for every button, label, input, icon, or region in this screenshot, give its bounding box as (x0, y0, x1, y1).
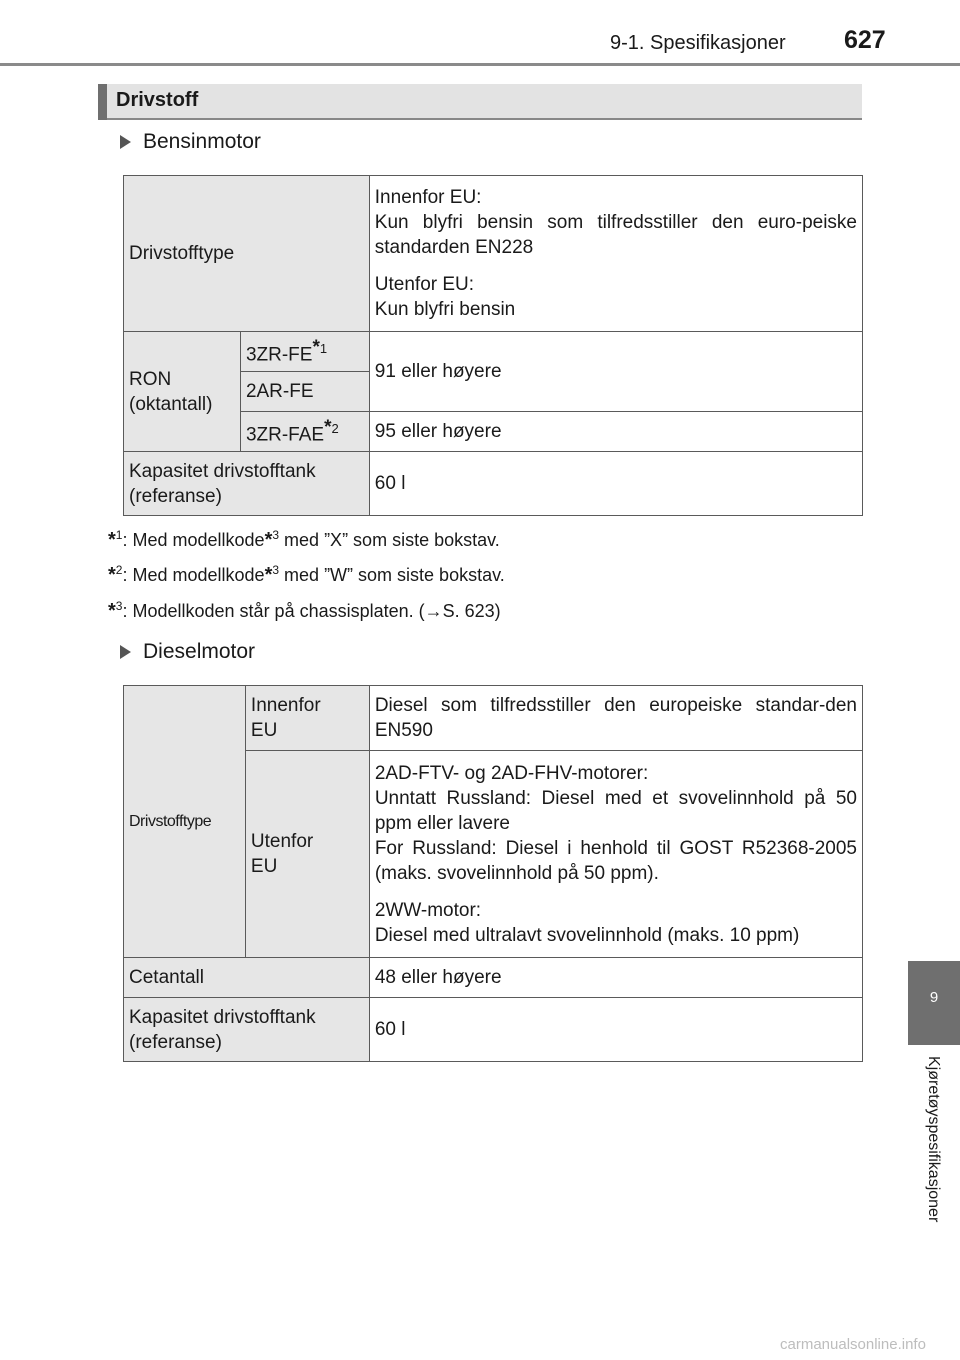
footnote-text: med ”W” som siste bokstav. (279, 565, 505, 585)
engine-2ar-fe-cell: 2AR-FE (240, 372, 369, 412)
fuel-type-label-cell (124, 176, 370, 332)
footnote-number: 2 (115, 563, 123, 577)
running-header-title: 9-1. Spesifikasjoner (610, 32, 786, 54)
outside-eu-text-2ad: 2AD-FTV- og 2AD-FHV-motorer: Unntatt Russland: Diesel med et svovelinnhold på 50 ppm eller lavere For Russland: Diesel i henhold til GOST R52368-2005 (maks. svovelinnhold på 50 ppm). (374, 762, 857, 884)
footnote-2 (108, 563, 505, 587)
footnote-number: 1 (115, 528, 123, 542)
outside-eu-text-2ww: 2WW-motor: Diesel med ultralavt svovelinnhold (maks. 10 ppm) (374, 899, 800, 946)
watermark: carmanualsonline.info (780, 1336, 926, 1353)
fuel-type-non-eu-text: Utenfor EU: Kun blyfri bensin (374, 274, 516, 320)
fuel-type-value-cell (369, 176, 862, 332)
section-title: Drivstoff (116, 89, 199, 111)
footnote-text: : Modellkoden står på chassisplaten. (→S. 623) (122, 601, 501, 621)
petrol-fuel-table (123, 175, 863, 516)
footnote-ref: 1 (319, 341, 328, 357)
footnote-text: : Med modellkode (122, 530, 265, 550)
chapter-tab[interactable] (908, 961, 960, 1045)
diesel-heading-text: Dieselmotor (143, 640, 256, 663)
diesel-fuel-type-label-cell: Drivstofftype (124, 686, 246, 958)
inside-eu-value-cell: Diesel som tilfredsstiller den europeiske standar-den EN590 (369, 686, 862, 751)
diesel-tank-value-cell: 60 l (369, 998, 862, 1062)
footnote-mark: * (324, 417, 332, 439)
petrol-heading (120, 130, 261, 154)
ron-91-cell: 91 eller høyere (369, 332, 862, 412)
footnote-mark: * (312, 337, 320, 359)
footnote-star: * (264, 529, 273, 551)
engine-code: 3ZR-FE (245, 344, 313, 366)
footnote-text: med ”X” som siste bokstav. (279, 530, 500, 550)
inside-eu-label-cell: Innenfor EU (245, 686, 369, 751)
footnote-3 (108, 599, 501, 623)
fuel-type-eu-text: Innenfor EU: Kun blyfri bensin som tilfredsstiller den euro-peiske standarden EN228 (374, 187, 857, 258)
engine-3zr-fae-cell (240, 412, 369, 452)
triangle-bullet-icon (120, 135, 131, 149)
footnote-number: 3 (272, 563, 280, 577)
ron-label-cell: RON (oktantall) (124, 332, 241, 452)
engine-code: 3ZR-FAE (245, 424, 325, 446)
tank-capacity-value-cell: 60 l (369, 452, 862, 516)
ron-95-cell: 95 eller høyere (369, 412, 862, 452)
triangle-bullet-icon (120, 645, 131, 659)
fuel-type-label: Drivstofftype (129, 243, 235, 264)
section-accent-block (98, 84, 107, 120)
chapter-side-label: Kjøretøyspesifikasjoner (925, 1056, 942, 1223)
footnote-number: 3 (115, 599, 123, 613)
outside-eu-label-cell: Utenfor EU (245, 751, 369, 958)
footnote-star: * (264, 564, 273, 586)
footnote-star: * (108, 564, 116, 586)
section-heading-bar (98, 84, 862, 120)
outside-eu-value-cell (369, 751, 862, 958)
engine-3zr-fe-cell (240, 332, 369, 372)
tank-capacity-label-cell: Kapasitet drivstofftank (referanse) (124, 452, 370, 516)
footnote-star: * (108, 529, 116, 551)
petrol-heading-text: Bensinmotor (143, 130, 261, 153)
diesel-tank-label-cell: Kapasitet drivstofftank (referanse) (124, 998, 370, 1062)
footnote-ref: 2 (331, 421, 339, 437)
diesel-fuel-table (123, 685, 863, 1062)
cetane-label-cell: Cetantall (124, 958, 370, 998)
header-divider (0, 63, 960, 66)
chapter-number: 9 (929, 989, 939, 1006)
footnote-star: * (108, 600, 116, 622)
footnote-1 (108, 528, 500, 552)
footnote-number: 3 (272, 528, 280, 542)
cetane-value-cell: 48 eller høyere (369, 958, 862, 998)
footnote-text: : Med modellkode (122, 565, 265, 585)
page-number: 627 (844, 26, 886, 54)
diesel-heading (120, 640, 255, 664)
